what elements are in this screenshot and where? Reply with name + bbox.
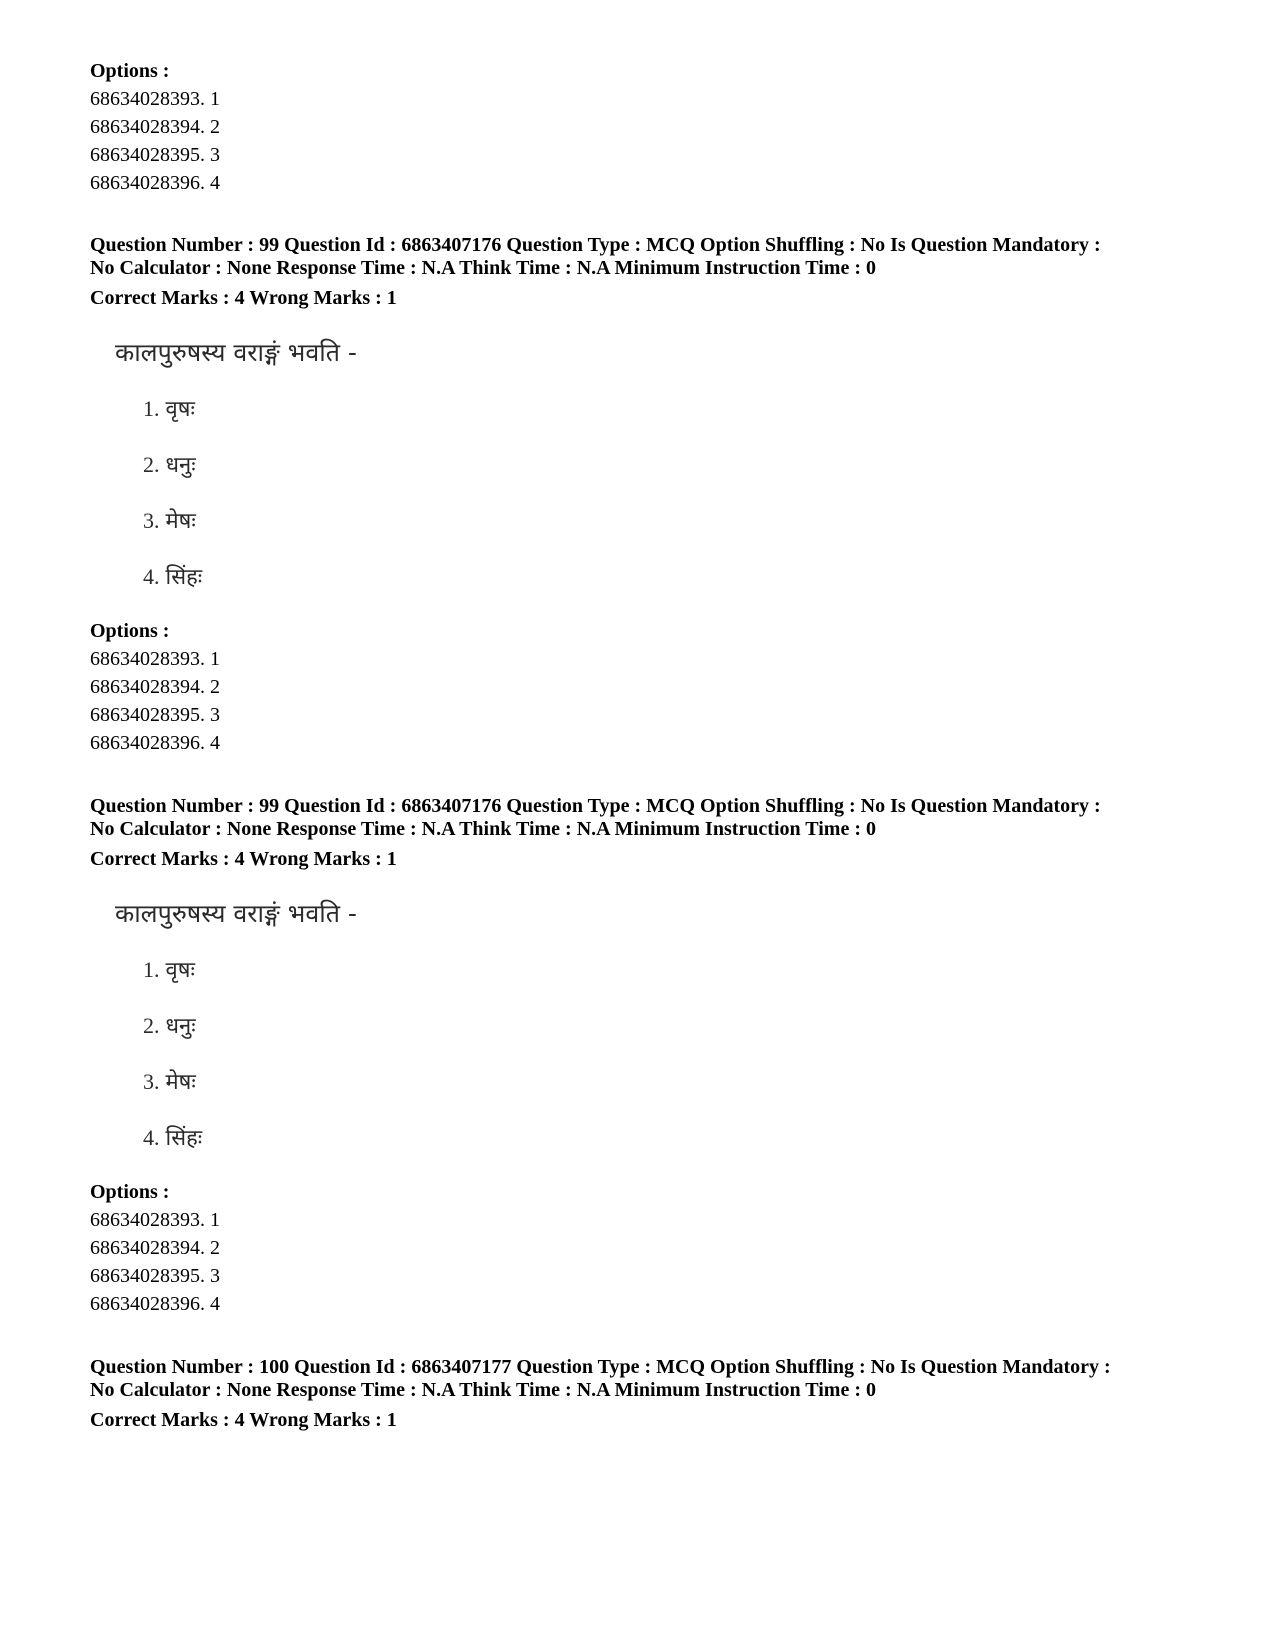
question-marks: Correct Marks : 4 Wrong Marks : 1 [90, 848, 397, 870]
options-heading: Options : [90, 60, 170, 82]
choice-number: 1. [143, 957, 160, 982]
question-header [90, 795, 1200, 873]
question-choice [143, 562, 202, 593]
option-item: 68634028394. 2 [90, 116, 220, 138]
choice-text: धनुः [165, 453, 196, 478]
question-meta-line-1: Question Number : 100 Question Id : 6863407177 Question Type : MCQ Option Shuffling : No Is Question Mandatory : [90, 1356, 1111, 1378]
question-choice [143, 955, 195, 986]
choice-number: 2. [143, 1013, 160, 1038]
question-header [90, 1356, 1200, 1434]
choice-text: वृषः [165, 958, 195, 983]
option-item: 68634028395. 3 [90, 704, 220, 726]
option-item: 68634028394. 2 [90, 1237, 220, 1259]
question-meta-line-2: No Calculator : None Response Time : N.A Think Time : N.A Minimum Instruction Time : 0 [90, 257, 876, 279]
question-choice [143, 394, 195, 425]
option-item: 68634028396. 4 [90, 1293, 220, 1315]
option-item: 68634028396. 4 [90, 732, 220, 754]
question-meta-line-1: Question Number : 99 Question Id : 6863407176 Question Type : MCQ Option Shuffling : No Is Question Mandatory : [90, 795, 1101, 817]
choice-text: सिंहः [165, 1126, 203, 1151]
question-choice [143, 1123, 202, 1154]
question-stem: कालपुरुषस्य वराङ्गं भवति - [115, 338, 357, 367]
choice-number: 2. [143, 452, 160, 477]
question-meta-line-2: No Calculator : None Response Time : N.A Think Time : N.A Minimum Instruction Time : 0 [90, 1379, 876, 1401]
options-list [90, 1178, 1200, 1318]
choice-text: मेषः [165, 1070, 196, 1095]
question-meta-line-1: Question Number : 99 Question Id : 6863407176 Question Type : MCQ Option Shuffling : No Is Question Mandatory : [90, 234, 1101, 256]
question-choice [143, 1067, 196, 1098]
options-heading: Options : [90, 620, 170, 642]
question-meta-line-2: No Calculator : None Response Time : N.A Think Time : N.A Minimum Instruction Time : 0 [90, 818, 876, 840]
choice-number: 3. [143, 1069, 160, 1094]
choice-text: सिंहः [165, 565, 203, 590]
option-item: 68634028393. 1 [90, 1209, 220, 1231]
option-item: 68634028393. 1 [90, 648, 220, 670]
question-image [110, 336, 430, 606]
choice-text: मेषः [165, 509, 196, 534]
question-stem: कालपुरुषस्य वराङ्गं भवति - [115, 899, 357, 928]
choice-number: 3. [143, 508, 160, 533]
choice-number: 4. [143, 1125, 160, 1150]
options-list [90, 617, 1200, 757]
question-choice [143, 506, 196, 537]
options-heading: Options : [90, 1181, 170, 1203]
choice-text: धनुः [165, 1014, 196, 1039]
question-image [110, 897, 430, 1167]
choice-number: 1. [143, 396, 160, 421]
question-choice [143, 450, 196, 481]
option-item: 68634028396. 4 [90, 172, 220, 194]
option-item: 68634028393. 1 [90, 88, 220, 110]
option-item: 68634028394. 2 [90, 676, 220, 698]
options-list [90, 57, 1200, 197]
question-header [90, 234, 1200, 312]
option-item: 68634028395. 3 [90, 1265, 220, 1287]
choice-text: वृषः [165, 397, 195, 422]
question-choice [143, 1011, 196, 1042]
option-item: 68634028395. 3 [90, 144, 220, 166]
choice-number: 4. [143, 564, 160, 589]
question-marks: Correct Marks : 4 Wrong Marks : 1 [90, 287, 397, 309]
question-marks: Correct Marks : 4 Wrong Marks : 1 [90, 1409, 397, 1431]
